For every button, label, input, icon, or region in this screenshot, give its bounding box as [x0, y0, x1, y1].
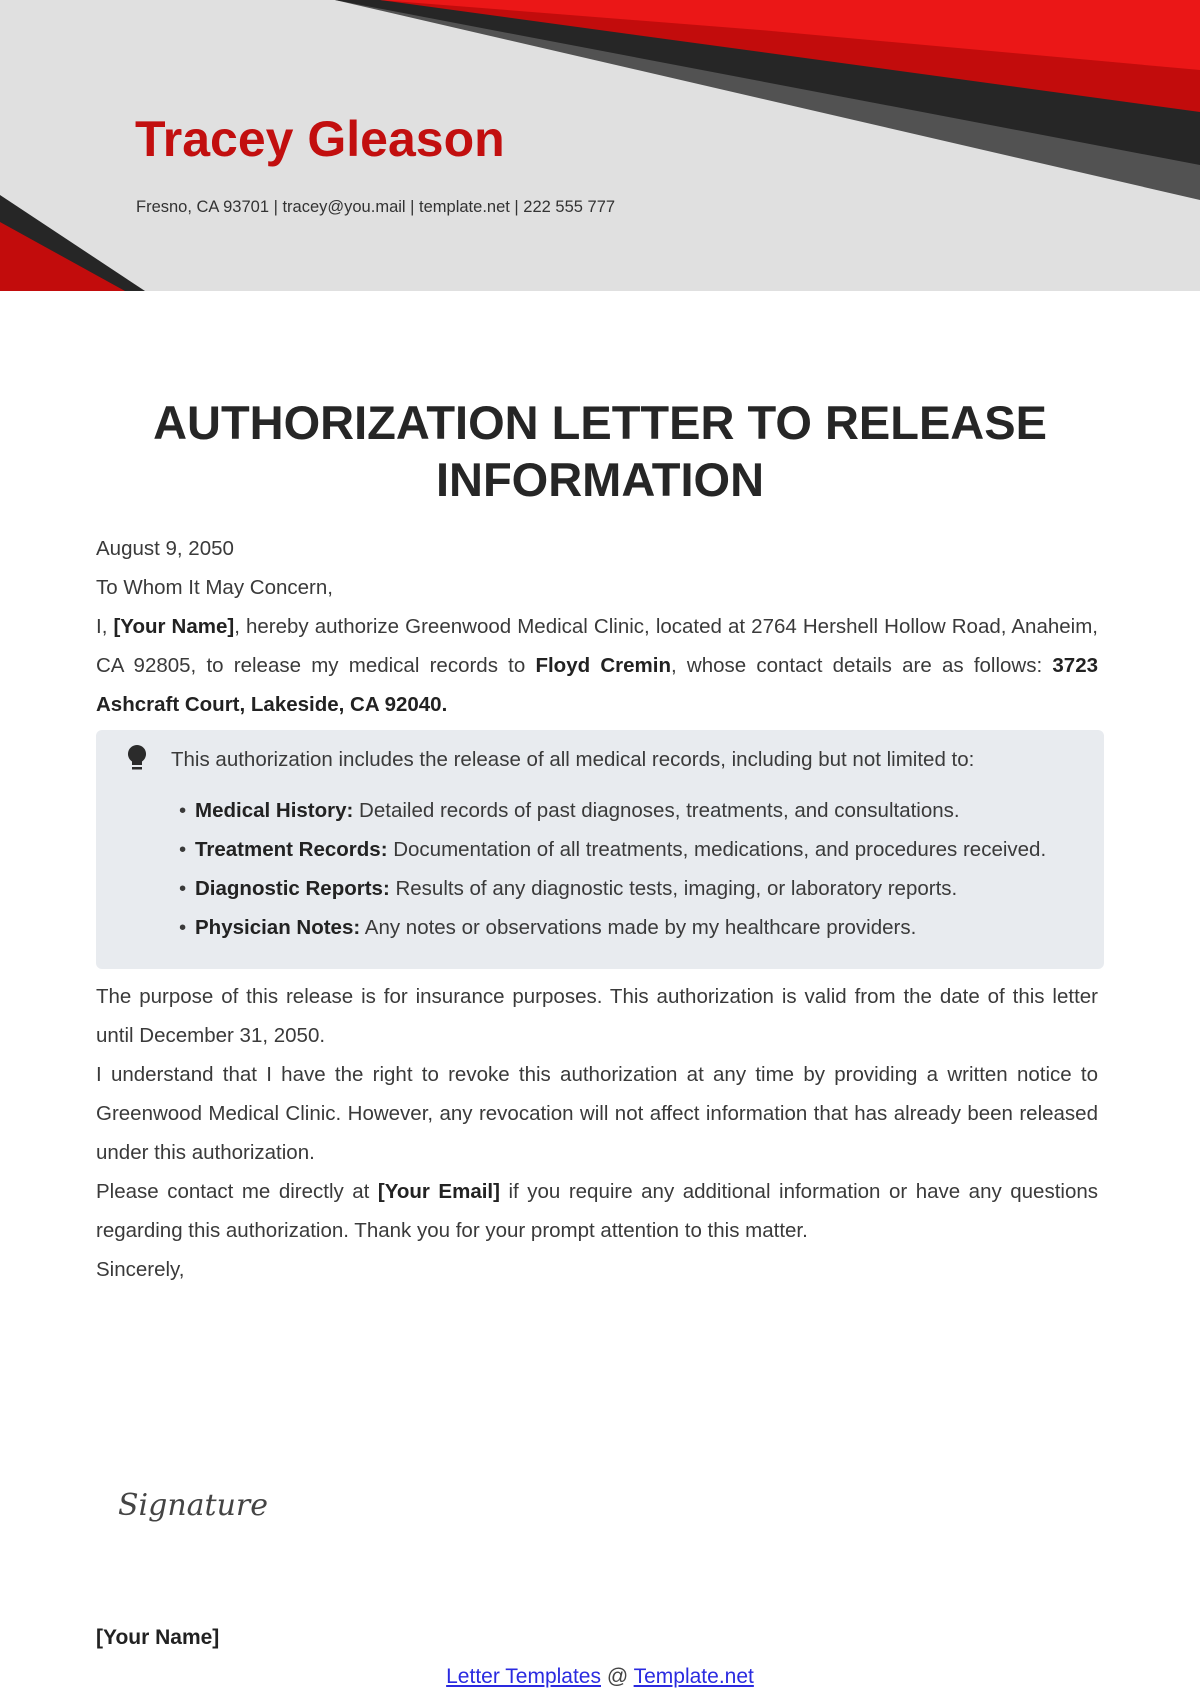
records-callout	[96, 730, 1104, 969]
purpose-paragraph: The purpose of this release is for insurance purposes. This authorization is valid from the date of this letter until December 31, 2050.	[96, 985, 1098, 1047]
callout-text: This authorization includes the release of all medical records, including but not limited to:	[171, 748, 975, 771]
intro-paragraph: I, [Your Name], hereby authorize Greenwood Medical Clinic, located at 2764 Hershell Hollow Road, Anaheim, CA 92805, to release my medical records to Floyd Cremin, whose contact details are as follows: 3723 Ashcraft Court, Lakeside, CA 92040.	[96, 615, 1098, 716]
records-list	[171, 779, 1070, 947]
letter-body	[96, 529, 1098, 1289]
footer: Letter Templates @ Template.net	[446, 1665, 754, 1688]
lightbulb-icon	[126, 744, 148, 772]
list-item: • Treatment Records: Documentation of all treatments, medications, and procedures received.	[195, 830, 1070, 869]
signature: Signature	[118, 1488, 269, 1523]
letter-templates-link[interactable]: Letter Templates	[446, 1665, 601, 1688]
signer-name: [Your Name]	[96, 1626, 220, 1649]
list-item: • Medical History: Detailed records of past diagnoses, treatments, and consultations.	[195, 791, 1070, 830]
letter-title: AUTHORIZATION LETTER TO RELEASE INFORMATION	[153, 396, 1047, 506]
list-item: • Physician Notes: Any notes or observations made by my healthcare providers.	[195, 908, 1070, 947]
sender-name: Tracey Gleason	[135, 111, 505, 167]
letterhead	[0, 0, 1200, 291]
salutation: To Whom It May Concern,	[96, 576, 333, 599]
revoke-paragraph: I understand that I have the right to revoke this authorization at any time by providing a written notice to Greenwood Medical Clinic. However, any revocation will not affect information that has already been released under this authorization.	[96, 1063, 1098, 1164]
sender-contact: Fresno, CA 93701 | tracey@you.mail | template.net | 222 555 777	[136, 198, 616, 216]
list-item: • Diagnostic Reports: Results of any diagnostic tests, imaging, or laboratory reports.	[195, 869, 1070, 908]
contact-paragraph: Please contact me directly at [Your Email] if you require any additional information or have any questions regarding this authorization. Thank you for your prompt attention to this matter.	[96, 1180, 1099, 1242]
closing: Sincerely,	[96, 1258, 185, 1281]
letter-date: August 9, 2050	[96, 537, 234, 560]
template-net-link[interactable]: Template.net	[633, 1665, 754, 1688]
